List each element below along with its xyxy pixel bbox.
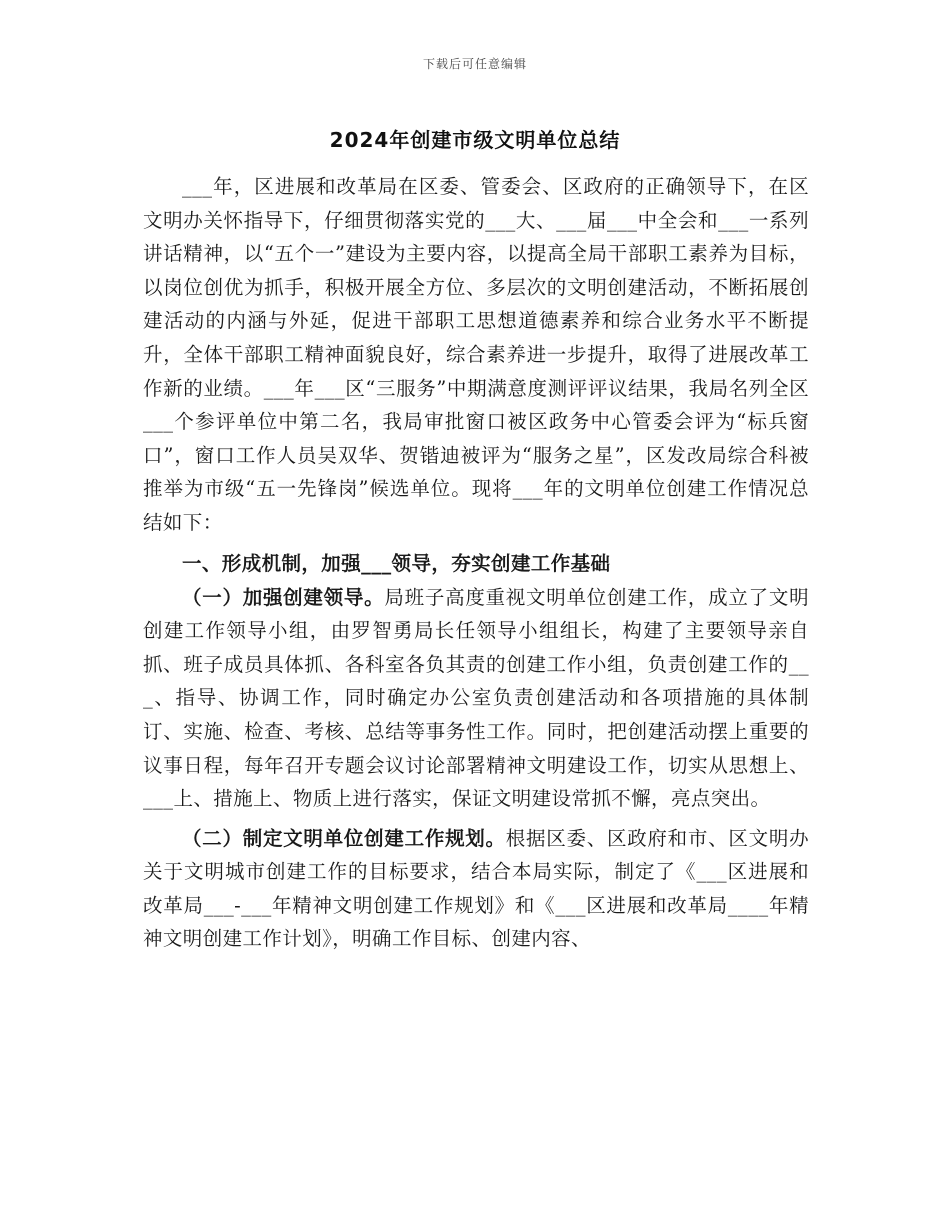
subsection-paragraph-1: [143, 581, 809, 816]
document-body: [143, 170, 809, 956]
subsection-text-1: 局班子高度重视文明单位创建工作，成立了文明创建工作领导小组，由罗智勇局长任领导小组组长，构建了主要领导亲自抓、班子成员具体抓、各科室各负其责的创建工作小组，负责创建工作的___、指导、协调工作，同时确定办公室负责创建活动和各项措施的具体制订、实施、检查、考核、总结等事务性工作。同时，把创建活动摆上重要的议事日程，每年召开专题会议讨论部署精神文明建设工作，切实从思想上、___上、措施上、物质上进行落实，保证文明建设常抓不懈，亮点突出。: [143, 585, 809, 811]
subsection-text-2: 根据区委、区政府和市、区文明办关于文明城市创建工作的目标要求，结合本局实际，制定了《___区进展和改革局___-___年精神文明创建工作规划》和《___区进展和改革局____年精神文明创建工作计划》，明确工作目标、创建内容、: [143, 826, 809, 951]
subsection-lead-2: （二）制定文明单位创建工作规划。: [182, 826, 506, 850]
document-title: 2024年创建市级文明单位总结: [329, 128, 621, 152]
subsection-paragraph-2: [143, 822, 809, 956]
intro-paragraph: ___年，区进展和改革局在区委、管委会、区政府的正确领导下，在区文明办关怀指导下，仔细贯彻落实党的___大、___届___中全会和___一系列讲话精神，以“五个一”建设为主要内容，以提高全局干部职工素养为目标，以岗位创优为抓手，积极开展全方位、多层次的文明创建活动，不断拓展创建活动的内涵与外延，促进干部职工思想道德素养和综合业务水平不断提升，全体干部职工精神面貌良好，综合素养进一步提升，取得了进展改革工作新的业绩。___年___区“三服务”中期满意度测评评议结果，我局名列全区___个参评单位中第二名，我局审批窗口被区政务中心管委会评为“标兵窗口”，窗口工作人员吴双华、贺锴迪被评为“服务之星”，区发改局综合科被推举为市级“五一先锋岗”候选单位。现将___年的文明单位创建工作情况总结如下：: [143, 175, 809, 534]
subsection-lead-1: （一）加强创建领导。: [182, 585, 385, 609]
section-heading-1: 一、形成机制，加强___领导，夯实创建工作基础: [182, 551, 611, 575]
header-note: 下载后可任意编辑: [422, 57, 527, 71]
